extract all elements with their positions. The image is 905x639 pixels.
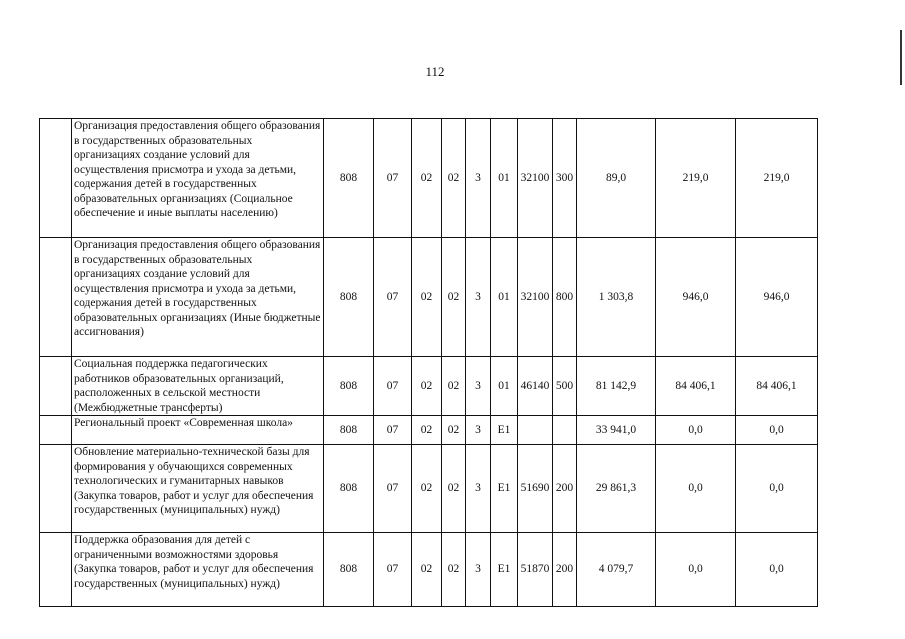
code-direction: 32100 bbox=[518, 119, 553, 238]
code-subprogram: 3 bbox=[466, 533, 491, 607]
code-direction: 46140 bbox=[518, 357, 553, 416]
budget-table bbox=[39, 118, 818, 607]
amount-year-2: 0,0 bbox=[656, 445, 736, 533]
page-number: 112 bbox=[425, 64, 445, 79]
row-index-cell bbox=[40, 238, 72, 357]
amount-year-1: 33 941,0 bbox=[577, 416, 656, 445]
code-subsection: 02 bbox=[412, 445, 442, 533]
code-section: 07 bbox=[374, 445, 412, 533]
row-name: Региональный проект «Современная школа» bbox=[72, 416, 324, 445]
code-program: 02 bbox=[442, 416, 466, 445]
code-expense-type: 200 bbox=[553, 445, 577, 533]
code-subprogram: 3 bbox=[466, 119, 491, 238]
code-event: E1 bbox=[491, 416, 518, 445]
code-event: E1 bbox=[491, 533, 518, 607]
code-subsection: 02 bbox=[412, 357, 442, 416]
code-section: 07 bbox=[374, 357, 412, 416]
code-direction bbox=[518, 416, 553, 445]
amount-year-3: 0,0 bbox=[736, 445, 818, 533]
row-name: Организация предоставления общего образования в государственных образовательных организациях создание условий для осуществления присмотра и ухода за детьми, содержания детей в государственных образовательных организациях (Социальное обеспечение и иные выплаты населению) bbox=[72, 119, 324, 238]
code-event: E1 bbox=[491, 445, 518, 533]
amount-year-3: 946,0 bbox=[736, 238, 818, 357]
table-row bbox=[40, 238, 818, 357]
amount-year-2: 946,0 bbox=[656, 238, 736, 357]
code-ministry: 808 bbox=[324, 533, 374, 607]
code-program: 02 bbox=[442, 238, 466, 357]
code-ministry: 808 bbox=[324, 119, 374, 238]
table-row bbox=[40, 416, 818, 445]
code-program: 02 bbox=[442, 533, 466, 607]
code-subprogram: 3 bbox=[466, 238, 491, 357]
code-expense-type: 300 bbox=[553, 119, 577, 238]
code-event: 01 bbox=[491, 238, 518, 357]
code-program: 02 bbox=[442, 445, 466, 533]
amount-year-2: 84 406,1 bbox=[656, 357, 736, 416]
code-expense-type: 800 bbox=[553, 238, 577, 357]
row-index-cell bbox=[40, 119, 72, 238]
code-direction: 32100 bbox=[518, 238, 553, 357]
code-section: 07 bbox=[374, 533, 412, 607]
code-event: 01 bbox=[491, 119, 518, 238]
scan-edge-mark bbox=[900, 30, 902, 85]
amount-year-2: 0,0 bbox=[656, 533, 736, 607]
row-name: Социальная поддержка педагогических работников образовательных организаций, расположенных в сельской местности (Межбюджетные трансферты) bbox=[72, 357, 324, 416]
code-program: 02 bbox=[442, 357, 466, 416]
code-ministry: 808 bbox=[324, 238, 374, 357]
row-name: Обновление материально-технической базы для формирования у обучающихся современных технологических и гуманитарных навыков (Закупка товаров, работ и услуг для обеспечения государственных (муниципальных) нужд) bbox=[72, 445, 324, 533]
row-name: Поддержка образования для детей с ограниченными возможностями здоровья (Закупка товаров, работ и услуг для обеспечения государственных (муниципальных) нужд) bbox=[72, 533, 324, 607]
code-section: 07 bbox=[374, 119, 412, 238]
code-expense-type: 500 bbox=[553, 357, 577, 416]
row-name: Организация предоставления общего образования в государственных образовательных организациях создание условий для осуществления присмотра и ухода за детьми, содержания детей в государственных образовательных организациях (Иные бюджетные ассигнования) bbox=[72, 238, 324, 357]
code-direction: 51870 bbox=[518, 533, 553, 607]
code-subsection: 02 bbox=[412, 533, 442, 607]
code-event: 01 bbox=[491, 357, 518, 416]
code-subprogram: 3 bbox=[466, 416, 491, 445]
code-program: 02 bbox=[442, 119, 466, 238]
code-expense-type: 200 bbox=[553, 533, 577, 607]
table-row bbox=[40, 119, 818, 238]
amount-year-2: 219,0 bbox=[656, 119, 736, 238]
code-subsection: 02 bbox=[412, 416, 442, 445]
table-row bbox=[40, 445, 818, 533]
amount-year-1: 81 142,9 bbox=[577, 357, 656, 416]
row-index-cell bbox=[40, 416, 72, 445]
amount-year-2: 0,0 bbox=[656, 416, 736, 445]
amount-year-3: 0,0 bbox=[736, 416, 818, 445]
code-direction: 51690 bbox=[518, 445, 553, 533]
code-ministry: 808 bbox=[324, 416, 374, 445]
amount-year-3: 0,0 bbox=[736, 533, 818, 607]
table-row bbox=[40, 533, 818, 607]
code-subsection: 02 bbox=[412, 238, 442, 357]
row-index-cell bbox=[40, 533, 72, 607]
code-section: 07 bbox=[374, 416, 412, 445]
code-ministry: 808 bbox=[324, 357, 374, 416]
code-subprogram: 3 bbox=[466, 357, 491, 416]
table-row bbox=[40, 357, 818, 416]
amount-year-3: 219,0 bbox=[736, 119, 818, 238]
code-expense-type bbox=[553, 416, 577, 445]
amount-year-1: 29 861,3 bbox=[577, 445, 656, 533]
amount-year-1: 1 303,8 bbox=[577, 238, 656, 357]
amount-year-1: 4 079,7 bbox=[577, 533, 656, 607]
amount-year-1: 89,0 bbox=[577, 119, 656, 238]
code-ministry: 808 bbox=[324, 445, 374, 533]
amount-year-3: 84 406,1 bbox=[736, 357, 818, 416]
row-index-cell bbox=[40, 357, 72, 416]
code-subprogram: 3 bbox=[466, 445, 491, 533]
code-subsection: 02 bbox=[412, 119, 442, 238]
code-section: 07 bbox=[374, 238, 412, 357]
row-index-cell bbox=[40, 445, 72, 533]
